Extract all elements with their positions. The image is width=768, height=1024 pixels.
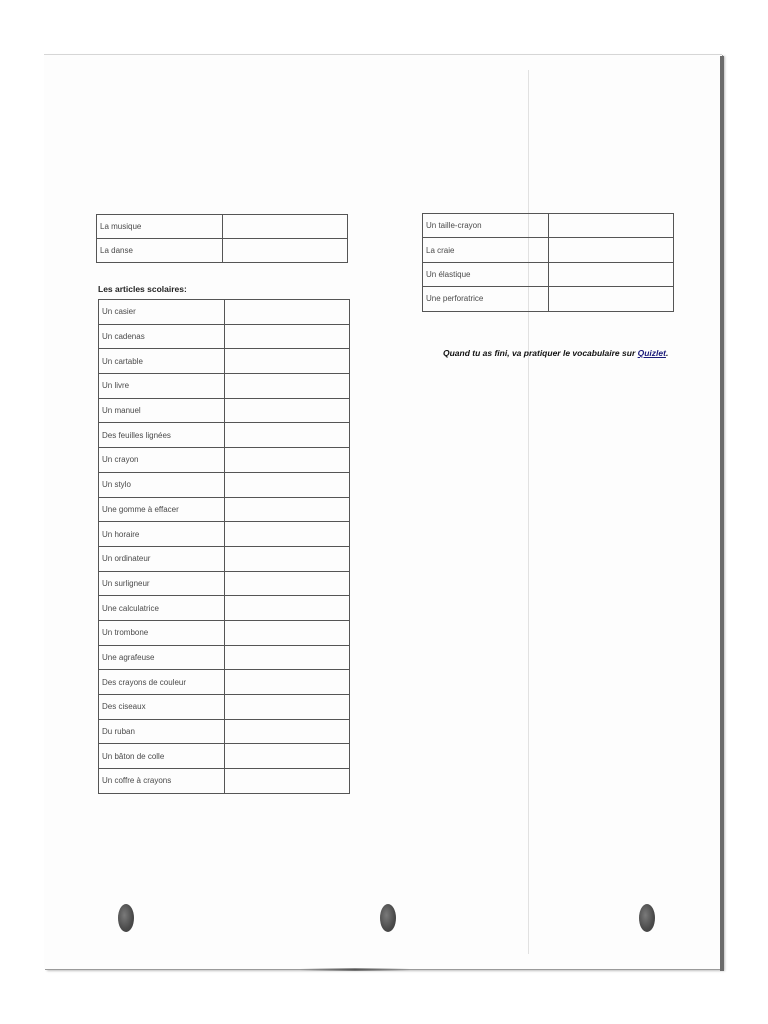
answer-cell[interactable] [549,214,674,238]
answer-cell[interactable] [225,695,350,720]
vocab-term: Un cadenas [99,324,225,349]
vocab-term: Un ordinateur [99,546,225,571]
vocab-row [423,238,674,262]
answer-cell[interactable] [223,215,348,239]
vocab-term: Un manuel [99,398,225,423]
vocab-row [99,596,350,621]
vocab-term: Une calculatrice [99,596,225,621]
answer-cell[interactable] [225,769,350,794]
answer-cell[interactable] [225,645,350,670]
quizlet-instruction [443,348,668,358]
vocab-term: Des ciseaux [99,695,225,720]
vocab-row [99,719,350,744]
answer-cell[interactable] [225,670,350,695]
vocab-row [423,214,674,238]
vocab-row [99,744,350,769]
punch-hole [380,904,396,932]
vocab-row [97,215,348,239]
vocab-row [99,645,350,670]
vocab-term: Une agrafeuse [99,645,225,670]
vocab-term: Une perforatrice [423,287,549,311]
vocab-row [99,423,350,448]
vocab-row [99,300,350,325]
vocab-term: Un cartable [99,349,225,374]
vocab-row [423,287,674,311]
vocab-row [97,239,348,263]
vocab-term: Un livre [99,374,225,399]
answer-cell[interactable] [225,398,350,423]
vocab-term: Un bâton de colle [99,744,225,769]
arts-vocab-table [96,214,348,263]
vocab-row [99,398,350,423]
vocab-term: Un horaire [99,522,225,547]
vocab-term: Un casier [99,300,225,325]
vocab-row [99,448,350,473]
vocab-term: Un crayon [99,448,225,473]
punch-hole [639,904,655,932]
vocab-term: Des feuilles lignées [99,423,225,448]
vocab-term: Un élastique [423,262,549,286]
answer-cell[interactable] [225,497,350,522]
answer-cell[interactable] [549,262,674,286]
answer-cell[interactable] [223,239,348,263]
vocab-row [99,670,350,695]
section-heading-school-supplies: Les articles scolaires: [98,284,187,294]
instruction-text: Quand tu as fini, va pratiquer le vocabulaire sur [443,348,638,358]
vocab-term: Des crayons de couleur [99,670,225,695]
vocab-row [423,262,674,286]
answer-cell[interactable] [225,620,350,645]
vocab-term: La musique [97,215,223,239]
answer-cell[interactable] [225,546,350,571]
answer-cell[interactable] [225,472,350,497]
vocab-term: Un trombone [99,620,225,645]
school-supplies-continued-table [422,213,674,312]
answer-cell[interactable] [225,423,350,448]
answer-cell[interactable] [225,349,350,374]
vocab-term: Du ruban [99,719,225,744]
vocab-row [99,546,350,571]
answer-cell[interactable] [225,719,350,744]
answer-cell[interactable] [225,374,350,399]
answer-cell[interactable] [225,300,350,325]
answer-cell[interactable] [225,744,350,769]
vocab-row [99,571,350,596]
vocab-term: Un stylo [99,472,225,497]
vocab-row [99,695,350,720]
vocab-row [99,769,350,794]
answer-cell[interactable] [225,522,350,547]
page-edge-shadow [720,56,724,971]
school-supplies-vocab-table [98,299,350,794]
punch-hole [118,904,134,932]
vocab-term: Un coffre à crayons [99,769,225,794]
quizlet-link[interactable]: Quizlet [637,348,666,358]
vocab-row [99,324,350,349]
bottom-edge-shadow [300,968,410,971]
vocab-row [99,620,350,645]
answer-cell[interactable] [549,238,674,262]
answer-cell[interactable] [225,324,350,349]
vocab-row [99,374,350,399]
fold-line [528,70,529,954]
vocab-row [99,497,350,522]
answer-cell[interactable] [225,571,350,596]
vocab-row [99,472,350,497]
instruction-suffix: . [665,348,669,358]
answer-cell[interactable] [225,596,350,621]
vocab-term: Une gomme à effacer [99,497,225,522]
vocab-term: La craie [423,238,549,262]
answer-cell[interactable] [225,448,350,473]
vocab-row [99,522,350,547]
answer-cell[interactable] [549,287,674,311]
vocab-term: Un taille-crayon [423,214,549,238]
vocab-row [99,349,350,374]
vocab-term: La danse [97,239,223,263]
vocab-term: Un surligneur [99,571,225,596]
